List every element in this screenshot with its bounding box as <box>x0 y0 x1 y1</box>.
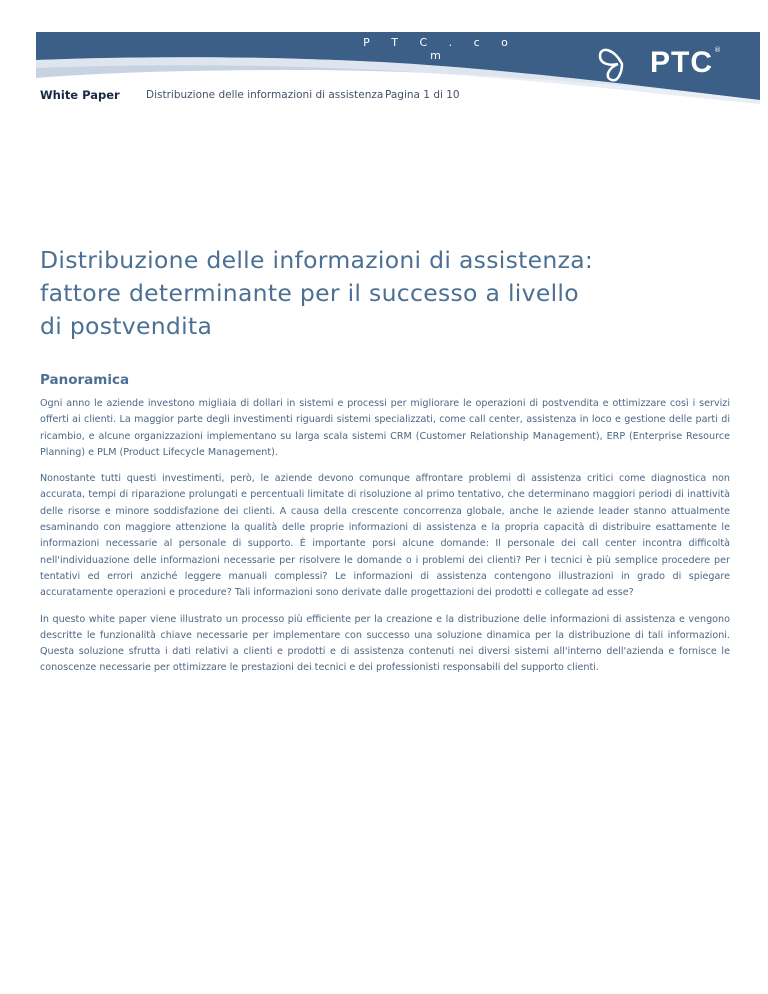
title-line: Distribuzione delle informazioni di assistenza: <box>40 246 594 274</box>
site-url[interactable]: P T C . c o m <box>363 36 517 62</box>
body-text <box>40 396 730 687</box>
butterfly-icon <box>596 42 648 86</box>
ptc-logo <box>596 40 736 92</box>
page-indicator: Pagina 1 di 10 <box>385 89 460 101</box>
title-line: di postvendita <box>40 312 213 340</box>
section-heading: Panoramica <box>40 372 130 388</box>
document-title <box>40 244 690 343</box>
header-banner <box>0 0 768 110</box>
paragraph: In questo white paper viene illustrato un processo più efficiente per la creazione e la distribuzione delle informazioni di assistenza e vengono descritte le funzionalità chiave necessarie per implementare con successo una soluzione dinamica per la distribuzione di tali informazioni. Questa soluzione sfrutta i dati relativi a clienti e prodotti e di assistenza contenuti nei diversi sistemi all'interno dell'azienda e fornisce le conoscenze necessarie per ottimizzare le prestazioni dei tecnici e dei professionisti responsabili del supporto clienti. <box>40 613 730 674</box>
logo-wordmark: PTC <box>650 46 713 79</box>
title-line: fattore determinante per il successo a livello <box>40 279 579 307</box>
registered-mark: ® <box>714 46 721 54</box>
paragraph: Ogni anno le aziende investono migliaia di dollari in sistemi e processi per migliorare le operazioni di postvendita e ottimizzare così i servizi offerti ai clienti. La maggior parte degli investimenti riguardi sistemi specializzati, come call center, assistenza in loco e gestione delle parti di ricambio, e alcune organizzazioni implementano su larga scala sistemi CRM (Customer Relationship Management), ERP (Enterprise Resource Planning) e PLM (Product Lifecycle Management). <box>40 398 730 458</box>
paragraph: Nonostante tutti questi investimenti, però, le aziende devono comunque affrontare problemi di assistenza critici come diagnostica non accurata, tempi di riparazione prolungati e percentuali limitate di risoluzione al primo tentativo, che determinano maggiori periodi di inattività delle risorse e minore soddisfazione dei clienti. A causa della crescente concorrenza globale, anche le aziende leader stanno attualmente esaminando con maggiore attenzione la qualità delle proprie informazioni di assistenza e la propria capacità di distribuire esattamente le informazioni necessarie al personale di supporto. È importante porsi alcune domande: Il personale dei call center incontra difficoltà nell'individuazione delle informazioni necessarie per risolvere le domande o i problemi dei clienti? Per i tecnici è più semplice procedere per tentativi ed errori anziché leggere manuali complessi? Le informazioni di assistenza contengono illustrazioni in grado di spiegare accuratamente operazioni e procedure? Tali informazioni sono derivate dalle progettazioni dei prodotti e collegate ad esse? <box>40 473 730 599</box>
doc-type-label: White Paper <box>40 88 120 102</box>
doc-title-label: Distribuzione delle informazioni di assistenza <box>146 89 384 101</box>
